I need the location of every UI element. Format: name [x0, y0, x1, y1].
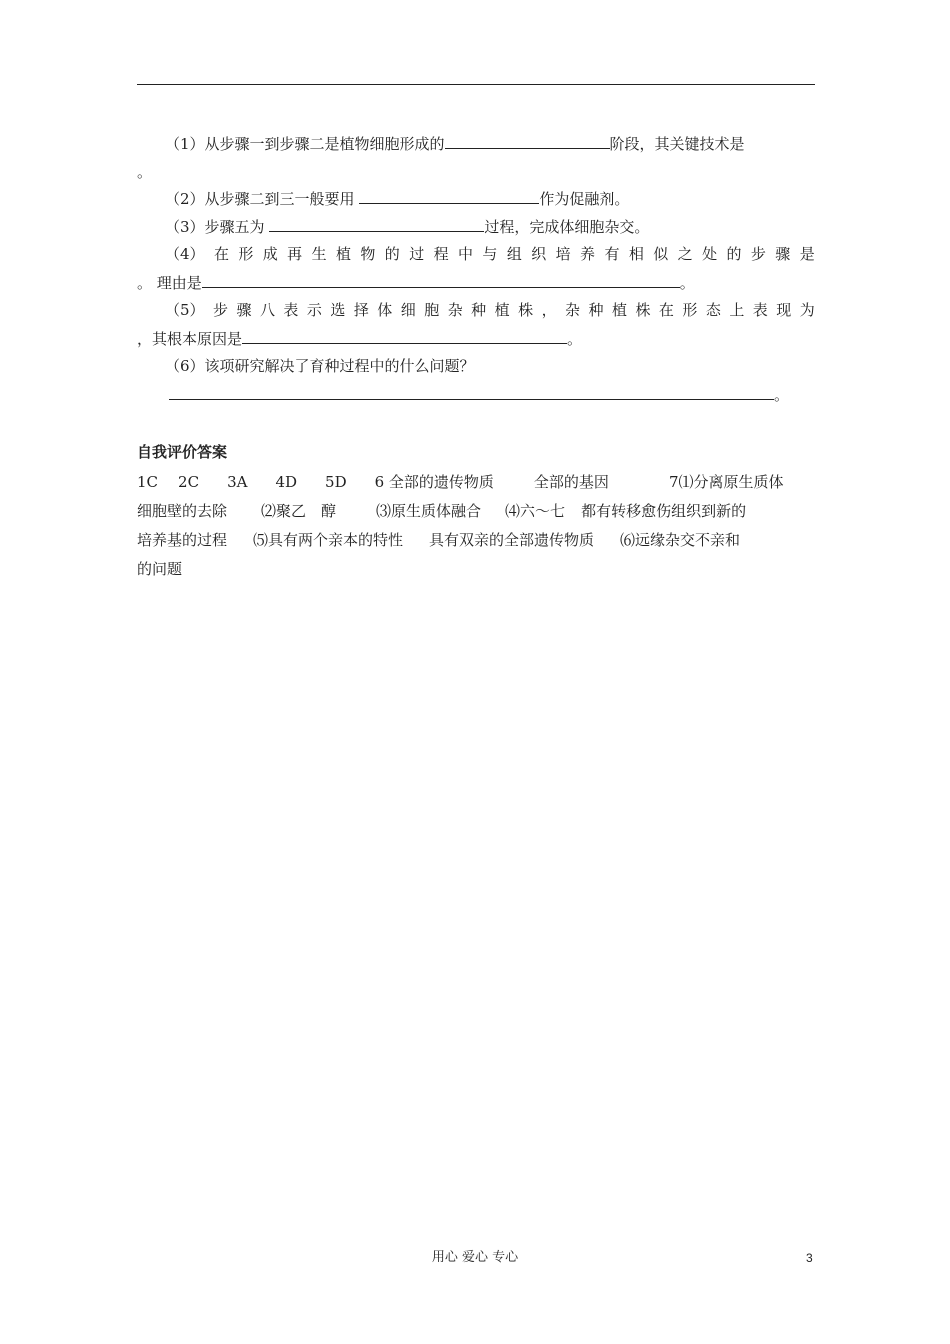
char: 在 — [658, 301, 674, 319]
char: 与 — [482, 245, 498, 263]
char: 种 — [471, 301, 487, 319]
char: 相 — [628, 245, 644, 263]
answer-blank[interactable] — [169, 384, 774, 400]
char: 株 — [518, 301, 534, 319]
answer-item: 全部的基因 — [533, 473, 609, 491]
char: 的 — [726, 245, 742, 263]
page-number: 3 — [806, 1251, 813, 1265]
char: 示 — [306, 301, 322, 319]
question-2-prefix: （2）从步骤二到三一般要用 — [165, 190, 360, 208]
char: 现 — [776, 301, 792, 319]
char: 骤 — [236, 301, 252, 319]
char: 培 — [555, 245, 571, 263]
answer-row-4 — [137, 559, 815, 579]
char: 过 — [409, 245, 425, 263]
answer-item: 2C — [178, 473, 200, 491]
answer-blank[interactable] — [445, 133, 610, 149]
answer-item: ⑷六～七 — [505, 502, 566, 520]
answer-blank[interactable] — [359, 188, 539, 204]
char: 养 — [580, 245, 596, 263]
answer-item: 4D — [275, 473, 298, 491]
question-5-line-2 — [137, 328, 582, 349]
answer-blank[interactable] — [242, 328, 567, 344]
char: 中 — [458, 245, 474, 263]
char: 表 — [283, 301, 299, 319]
char: 骤 — [775, 245, 791, 263]
answer-item: 细胞壁的去除 — [137, 502, 228, 520]
answer-item: ⑹远缘杂交不亲和 — [620, 531, 741, 549]
question-6-text: （6）该项研究解决了育种过程中的什么问题？ — [165, 357, 475, 375]
question-3-suffix: 过程，完成体细胞杂交。 — [484, 218, 650, 236]
char: 细 — [400, 301, 416, 319]
question-1-end-text: 。 — [137, 163, 153, 181]
char: 择 — [353, 301, 369, 319]
footer-text: 用心 爱心 专心 — [431, 1250, 519, 1265]
answer-item: 5D — [325, 473, 347, 491]
char: 组 — [506, 245, 522, 263]
char: 处 — [702, 245, 718, 263]
char: 为 — [799, 301, 815, 319]
answers-title: 自我评价答案 — [137, 443, 228, 461]
question-6-line — [165, 356, 475, 376]
char: 物 — [360, 245, 376, 263]
answer-item: 6 全部的遗传物质 — [374, 473, 494, 491]
char: 程 — [433, 245, 449, 263]
question-5-reason-prefix: ，其根本原因是 — [137, 330, 243, 348]
char: 八 — [259, 301, 275, 319]
char: 态 — [705, 301, 721, 319]
answer-item: 培养基的过程 — [137, 531, 228, 549]
char: 植 — [611, 301, 627, 319]
question-2-suffix: 作为促融剂。 — [539, 190, 630, 208]
char: 步 — [750, 245, 766, 263]
char: ， — [541, 301, 557, 319]
char: 形 — [238, 245, 254, 263]
question-1-middle: 阶段，其关键技术是 — [609, 135, 745, 153]
char: 有 — [604, 245, 620, 263]
char: 的 — [384, 245, 400, 263]
char: 步 — [213, 301, 229, 319]
char: 在 — [213, 245, 229, 263]
char: 成 — [262, 245, 278, 263]
answer-item: 3A — [227, 473, 248, 491]
char: 织 — [531, 245, 547, 263]
question-1-line — [165, 133, 745, 154]
answer-item: 7⑴分离原生质体 — [668, 473, 784, 491]
question-5-line-1 — [165, 300, 815, 320]
question-6-answer-line — [169, 384, 789, 405]
char: 上 — [729, 301, 745, 319]
answer-item: ⑸具有两个亲本的特性 — [253, 531, 404, 549]
char: 表 — [752, 301, 768, 319]
char: 株 — [635, 301, 651, 319]
char: 之 — [677, 245, 693, 263]
char: 植 — [335, 245, 351, 263]
char: 选 — [330, 301, 346, 319]
char: （4） — [165, 245, 205, 263]
char: 似 — [653, 245, 669, 263]
question-4-line-2 — [137, 272, 695, 293]
question-1-end — [137, 162, 152, 182]
char: （5） — [165, 301, 205, 319]
question-4-end: 。 — [679, 274, 695, 292]
answer-item: 都有转移愈伤组织到新的 — [581, 502, 747, 520]
char: 杂 — [565, 301, 581, 319]
char: 杂 — [447, 301, 463, 319]
question-5-end: 。 — [567, 330, 583, 348]
char: 是 — [799, 245, 815, 263]
question-4-reason-prefix: 。 理由是 — [137, 274, 202, 292]
answer-blank[interactable] — [269, 216, 484, 232]
question-3-line — [165, 216, 649, 237]
char: 种 — [588, 301, 604, 319]
char: 胞 — [424, 301, 440, 319]
question-6-end: 。 — [774, 386, 790, 404]
question-4-line-1 — [165, 244, 815, 264]
answer-blank[interactable] — [202, 272, 680, 288]
answer-item: 1C — [137, 473, 159, 491]
char: 植 — [494, 301, 510, 319]
answer-item: 的问题 — [137, 560, 183, 578]
question-3-prefix: （3）步骤五为 — [165, 218, 270, 236]
answer-item: ⑶原生质体融合 — [376, 502, 482, 520]
answer-row-1 — [137, 472, 815, 492]
answer-item: ⑵聚乙 醇 — [261, 502, 337, 520]
answer-item: 具有双亲的全部遗传物质 — [429, 531, 595, 549]
char: 再 — [287, 245, 303, 263]
question-2-line — [165, 188, 629, 209]
char: 体 — [377, 301, 393, 319]
header-rule — [137, 84, 815, 85]
answer-row-3 — [137, 530, 815, 550]
char: 生 — [311, 245, 327, 263]
answer-row-2 — [137, 501, 815, 521]
question-1-prefix: （1）从步骤一到步骤二是植物细胞形成的 — [165, 135, 445, 153]
char: 形 — [682, 301, 698, 319]
